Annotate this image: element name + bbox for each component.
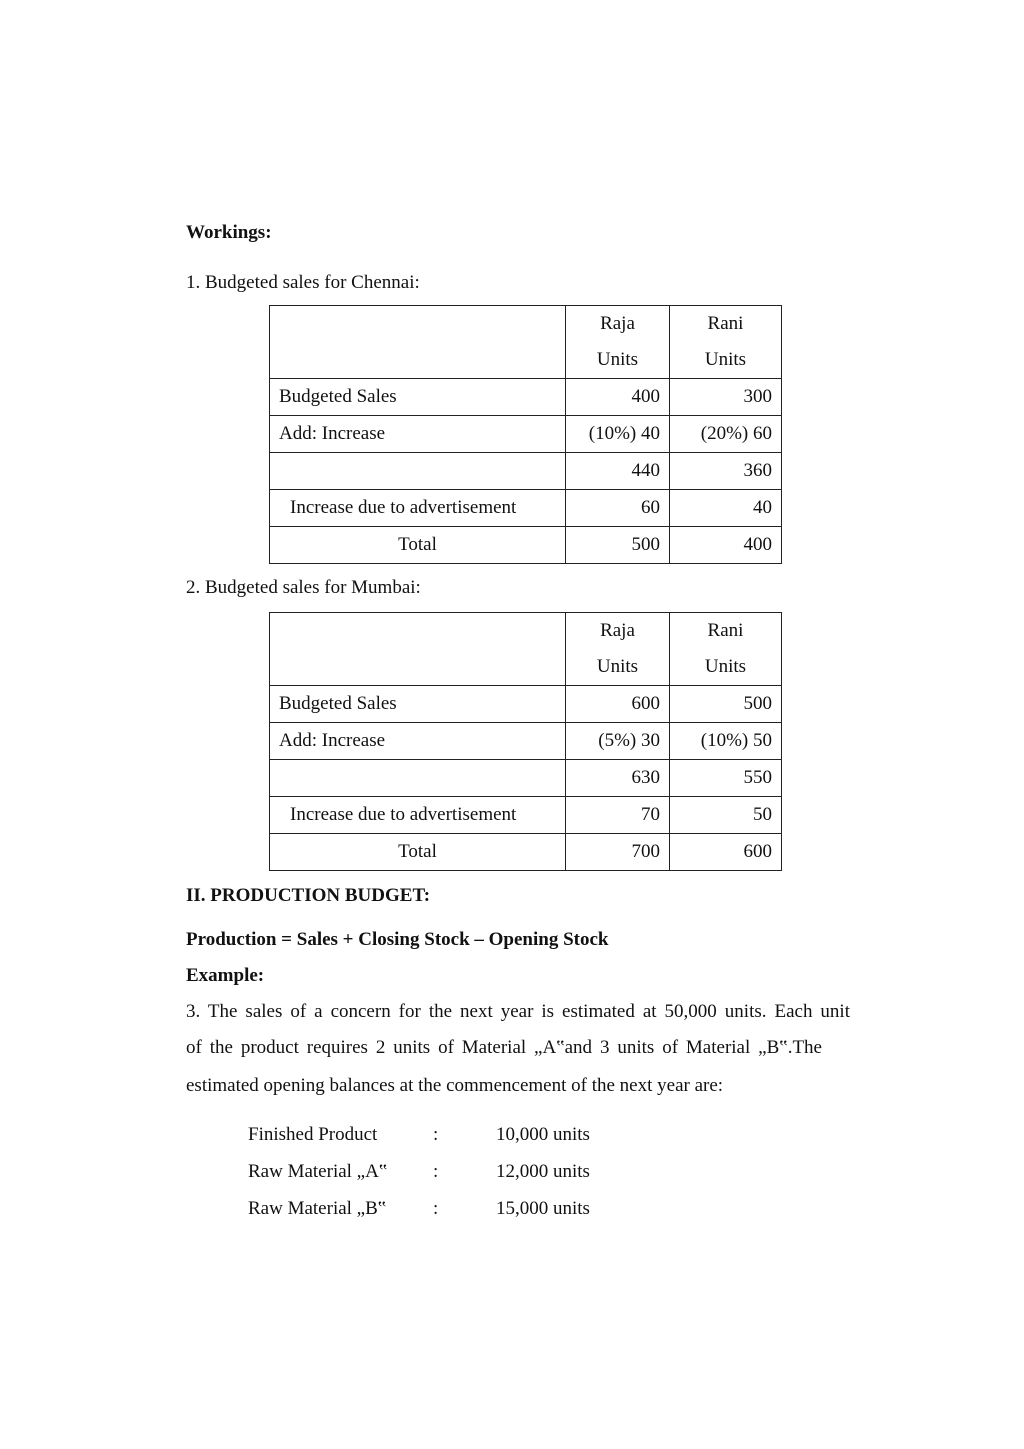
example-label: Example: <box>186 965 265 986</box>
table-row <box>270 416 782 453</box>
total-label-cell <box>270 527 566 564</box>
rani-unit: Units <box>704 349 747 370</box>
mumbai-title: 2. Budgeted sales for Mumbai: <box>186 577 421 598</box>
example-paragraph-line-2: of the product requires 2 units of Material „A‟and 3 units of Material „B‟.The <box>186 1037 822 1058</box>
header-rani <box>670 306 782 379</box>
table-row <box>270 760 782 797</box>
header-raja <box>566 306 670 379</box>
rani-label: Rani <box>707 313 744 334</box>
raja-value: 70 <box>566 797 670 834</box>
rani-unit: Units <box>704 656 747 677</box>
header-blank-cell <box>270 306 566 379</box>
raja-value: 630 <box>566 760 670 797</box>
example-paragraph-line-3: estimated opening balances at the commencement of the next year are: <box>186 1075 724 1096</box>
table-header-row <box>270 613 782 686</box>
row-label: Add: Increase <box>270 723 566 760</box>
mumbai-sales-table <box>269 612 782 871</box>
row-label: Total <box>398 534 437 555</box>
rani-value: 40 <box>670 490 782 527</box>
chennai-sales-table <box>269 305 782 564</box>
row-label: Increase due to advertisement <box>270 797 566 834</box>
table-row <box>270 490 782 527</box>
table-row <box>270 723 782 760</box>
balance-separator: : <box>433 1161 439 1182</box>
example-paragraph-line-1: 3. The sales of a concern for the next year is estimated at 50,000 units. Each unit <box>186 1001 850 1022</box>
balance-separator: : <box>433 1198 439 1219</box>
table-row-total <box>270 527 782 564</box>
table-row <box>270 453 782 490</box>
rani-value: 300 <box>670 379 782 416</box>
table-row-total <box>270 834 782 871</box>
raja-value: 700 <box>566 834 670 871</box>
row-label: Increase due to advertisement <box>270 490 566 527</box>
rani-value: 500 <box>670 686 782 723</box>
production-formula: Production = Sales + Closing Stock – Opening Stock <box>186 929 609 950</box>
rani-value: (10%) 50 <box>670 723 782 760</box>
balance-separator: : <box>433 1124 439 1145</box>
rani-value: 550 <box>670 760 782 797</box>
header-raja <box>566 613 670 686</box>
rani-label: Rani <box>707 620 744 641</box>
balance-item: Raw Material „A‟ <box>248 1161 388 1182</box>
raja-value: 440 <box>566 453 670 490</box>
raja-value: (5%) 30 <box>566 723 670 760</box>
row-label <box>270 453 566 490</box>
raja-value: 500 <box>566 527 670 564</box>
rani-value: 400 <box>670 527 782 564</box>
table-row <box>270 797 782 834</box>
row-label: Budgeted Sales <box>270 686 566 723</box>
raja-unit: Units <box>596 349 639 370</box>
raja-value: 60 <box>566 490 670 527</box>
raja-value: 400 <box>566 379 670 416</box>
row-label: Total <box>398 841 437 862</box>
raja-value: (10%) 40 <box>566 416 670 453</box>
production-heading: II. PRODUCTION BUDGET: <box>186 885 431 906</box>
balance-item: Finished Product <box>248 1124 378 1145</box>
raja-unit: Units <box>596 656 639 677</box>
rani-value: 360 <box>670 453 782 490</box>
row-label <box>270 760 566 797</box>
header-rani <box>670 613 782 686</box>
table-row <box>270 686 782 723</box>
chennai-title: 1. Budgeted sales for Chennai: <box>186 272 420 293</box>
raja-label: Raja <box>600 313 635 334</box>
total-label-cell <box>270 834 566 871</box>
row-label: Add: Increase <box>270 416 566 453</box>
rani-value: 600 <box>670 834 782 871</box>
header-blank-cell <box>270 613 566 686</box>
rani-value: 50 <box>670 797 782 834</box>
balance-item: Raw Material „B‟ <box>248 1198 387 1219</box>
raja-value: 600 <box>566 686 670 723</box>
workings-heading: Workings: <box>186 222 272 243</box>
balance-value: 15,000 units <box>496 1198 590 1219</box>
table-row <box>270 379 782 416</box>
rani-value: (20%) 60 <box>670 416 782 453</box>
row-label: Budgeted Sales <box>270 379 566 416</box>
balance-value: 10,000 units <box>496 1124 590 1145</box>
raja-label: Raja <box>600 620 635 641</box>
table-header-row <box>270 306 782 379</box>
balance-value: 12,000 units <box>496 1161 590 1182</box>
